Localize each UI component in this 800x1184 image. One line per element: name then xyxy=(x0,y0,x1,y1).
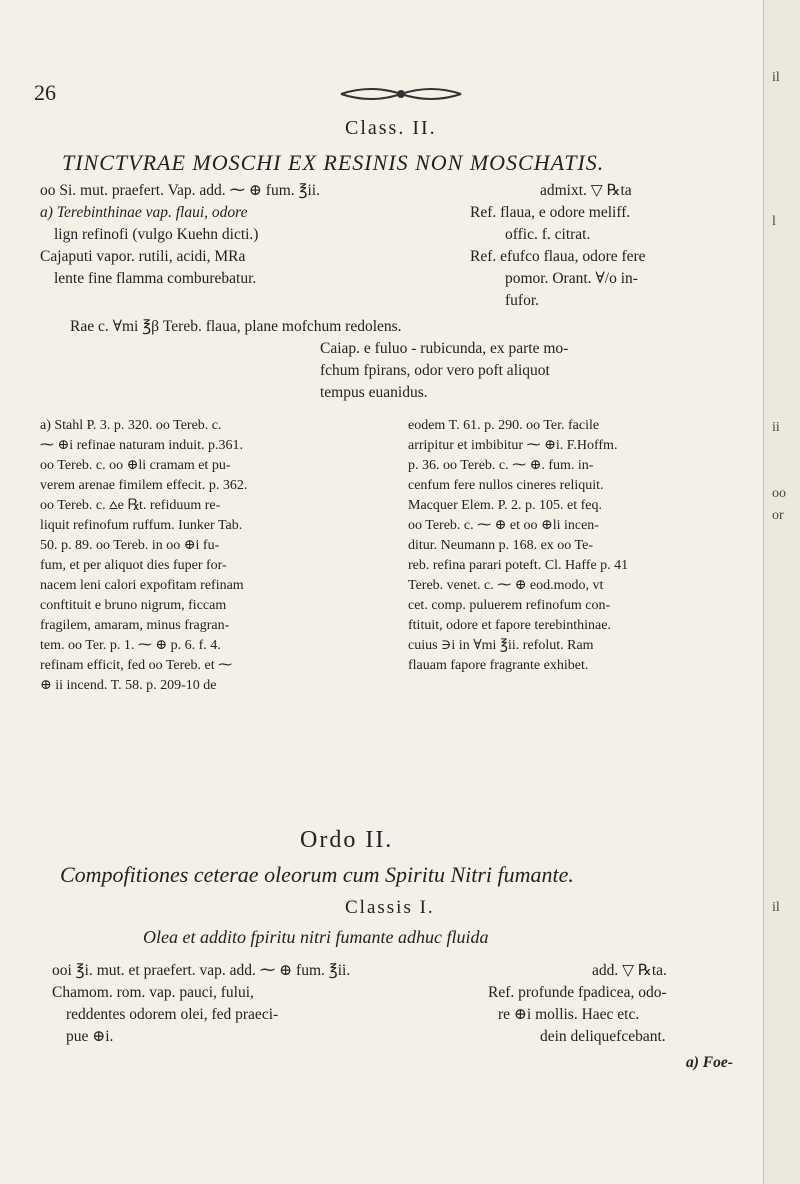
bottom-right-line: add. ▽ ℞ta. xyxy=(592,962,667,979)
note-right-line: flauam fapore fragrante exhibet. xyxy=(408,658,589,673)
note-right-line: ditur. Neumann p. 168. ex oo Te- xyxy=(408,538,594,553)
note-left-line: tem. oo Ter. p. 1. ⁓ ⊕ p. 6. f. 4. xyxy=(40,638,221,653)
page-number: 26 xyxy=(34,80,56,105)
note-right-line: cuius ∋i in ∀mi ℥ii. refolut. Ram xyxy=(408,638,594,653)
note-right-line: p. 36. oo Tereb. c. ⁓ ⊕. fum. in- xyxy=(408,458,594,473)
note-right-line: Tereb. venet. c. ⁓ ⊕ eod.modo, vt xyxy=(408,578,604,593)
note-left-line: fragilem, amaram, minus fragran- xyxy=(40,618,230,633)
note-left-line: conftituit e bruno nigrum, ficcam xyxy=(40,598,227,613)
upper-right-line: fufor. xyxy=(505,292,540,309)
note-left-line: liquit refinofum ruffum. Iunker Tab. xyxy=(40,518,243,533)
bottom-right-line: dein deliquefcebant. xyxy=(540,1028,666,1045)
rae-line: fchum fpirans, odor vero poft aliquot xyxy=(320,362,550,379)
upper-right-line: offic. f. citrat. xyxy=(505,226,591,243)
olea-heading: Olea et addito fpiritu nitri fumante adhuc fluida xyxy=(143,927,489,947)
rae-line: tempus euanidus. xyxy=(320,384,428,401)
note-right-line: eodem T. 61. p. 290. oo Ter. facile xyxy=(408,418,600,433)
margin-fragment: l xyxy=(772,214,776,229)
adjacent-page-edge xyxy=(763,0,800,1184)
upper-left-line: a) Terebinthinae vap. flaui, odore xyxy=(40,204,248,221)
note-right-line: reb. refina parari poteft. Cl. Haffe p. 41 xyxy=(408,558,629,573)
upper-left-line: lign refinofi (vulgo Kuehn dicti.) xyxy=(54,226,259,243)
upper-left-line: lente fine flamma comburebatur. xyxy=(54,270,257,287)
note-left-line: refinam efficit, fed oo Tereb. et ⁓ xyxy=(40,658,233,673)
note-left-line: oo Tereb. c. ⩟e ℞t. refiduum re- xyxy=(40,498,221,513)
note-left-line: ⁓ ⊕i refinae naturam induit. p.361. xyxy=(40,438,244,453)
bottom-right-line: re ⊕i mollis. Haec etc. xyxy=(498,1006,640,1023)
bottom-left-line: reddentes odorem olei, fed praeci- xyxy=(66,1006,279,1023)
note-right-line: cet. comp. puluerem refinofum con- xyxy=(408,598,611,613)
note-right-line: cenfum fere nullos cineres reliquit. xyxy=(408,478,604,493)
margin-fragment: il xyxy=(772,70,780,85)
classis-heading: Classis I. xyxy=(345,897,435,918)
rae-line: Rae c. ∀mi ℥β Tereb. flaua, plane mofchum redolens. xyxy=(70,318,402,335)
note-left-line: nacem leni calori expofitam refinam xyxy=(40,578,244,593)
note-left-line: ⊕ ii incend. T. 58. p. 209-10 de xyxy=(40,678,217,693)
note-left-line: 50. p. 89. oo Tereb. in oo ⊕i fu- xyxy=(40,538,220,553)
note-left-line: verem arenae fimilem effecit. p. 362. xyxy=(40,478,248,493)
bottom-left-line: Chamom. rom. vap. pauci, fului, xyxy=(52,984,254,1001)
bottom-left-line: ooi ℥i. mut. et praefert. vap. add. ⁓ ⊕ fum. ℥ii. xyxy=(52,962,351,979)
note-left-line: oo Tereb. c. oo ⊕li cramam et pu- xyxy=(40,458,231,473)
note-right-line: arripitur et imbibitur ⁓ ⊕i. F.Hoffm. xyxy=(408,438,618,453)
margin-fragment: or xyxy=(772,508,784,523)
upper-right-line: Ref. efufco flaua, odore fere xyxy=(470,248,646,265)
note-right-line: ftituit, odore et fapore terebinthinae. xyxy=(408,618,611,633)
page-title: TINCTVRAE MOSCHI EX RESINIS NON MOSCHATIS. xyxy=(62,150,605,175)
margin-fragment: ii xyxy=(772,420,780,435)
upper-right-line: pomor. Orant. ∀/o in- xyxy=(505,270,638,287)
catchword: a) Foe- xyxy=(686,1054,733,1071)
note-left-line: fum, et per aliquot dies fuper for- xyxy=(40,558,227,573)
ornament-icon xyxy=(336,84,466,104)
upper-right-line: Ref. flaua, e odore meliff. xyxy=(470,204,631,221)
note-right-line: Macquer Elem. P. 2. p. 105. et feq. xyxy=(408,498,603,513)
bottom-left-line: pue ⊕i. xyxy=(66,1028,114,1045)
upper-left-line: oo Si. mut. praefert. Vap. add. ⁓ ⊕ fum. ℥ii. xyxy=(40,182,320,199)
section-subtitle: Compofitiones ceterae oleorum cum Spiritu Nitri fumante. xyxy=(60,862,574,887)
upper-right-line: admixt. ▽ ℞ta xyxy=(540,182,632,199)
note-right-line: oo Tereb. c. ⁓ ⊕ et oo ⊕li incen- xyxy=(408,518,599,533)
margin-fragment: il xyxy=(772,900,780,915)
ordo-heading: Ordo II. xyxy=(300,827,394,853)
class-heading: Class. II. xyxy=(345,117,437,139)
upper-left-line: Cajaputi vapor. rutili, acidi, MRa xyxy=(40,248,246,265)
rae-line: Caiap. e fuluo - rubicunda, ex parte mo- xyxy=(320,340,569,357)
note-left-line: a) Stahl P. 3. p. 320. oo Tereb. c. xyxy=(40,418,222,433)
bottom-right-line: Ref. profunde fpadicea, odo- xyxy=(488,984,667,1001)
margin-fragment: oo xyxy=(772,486,786,501)
